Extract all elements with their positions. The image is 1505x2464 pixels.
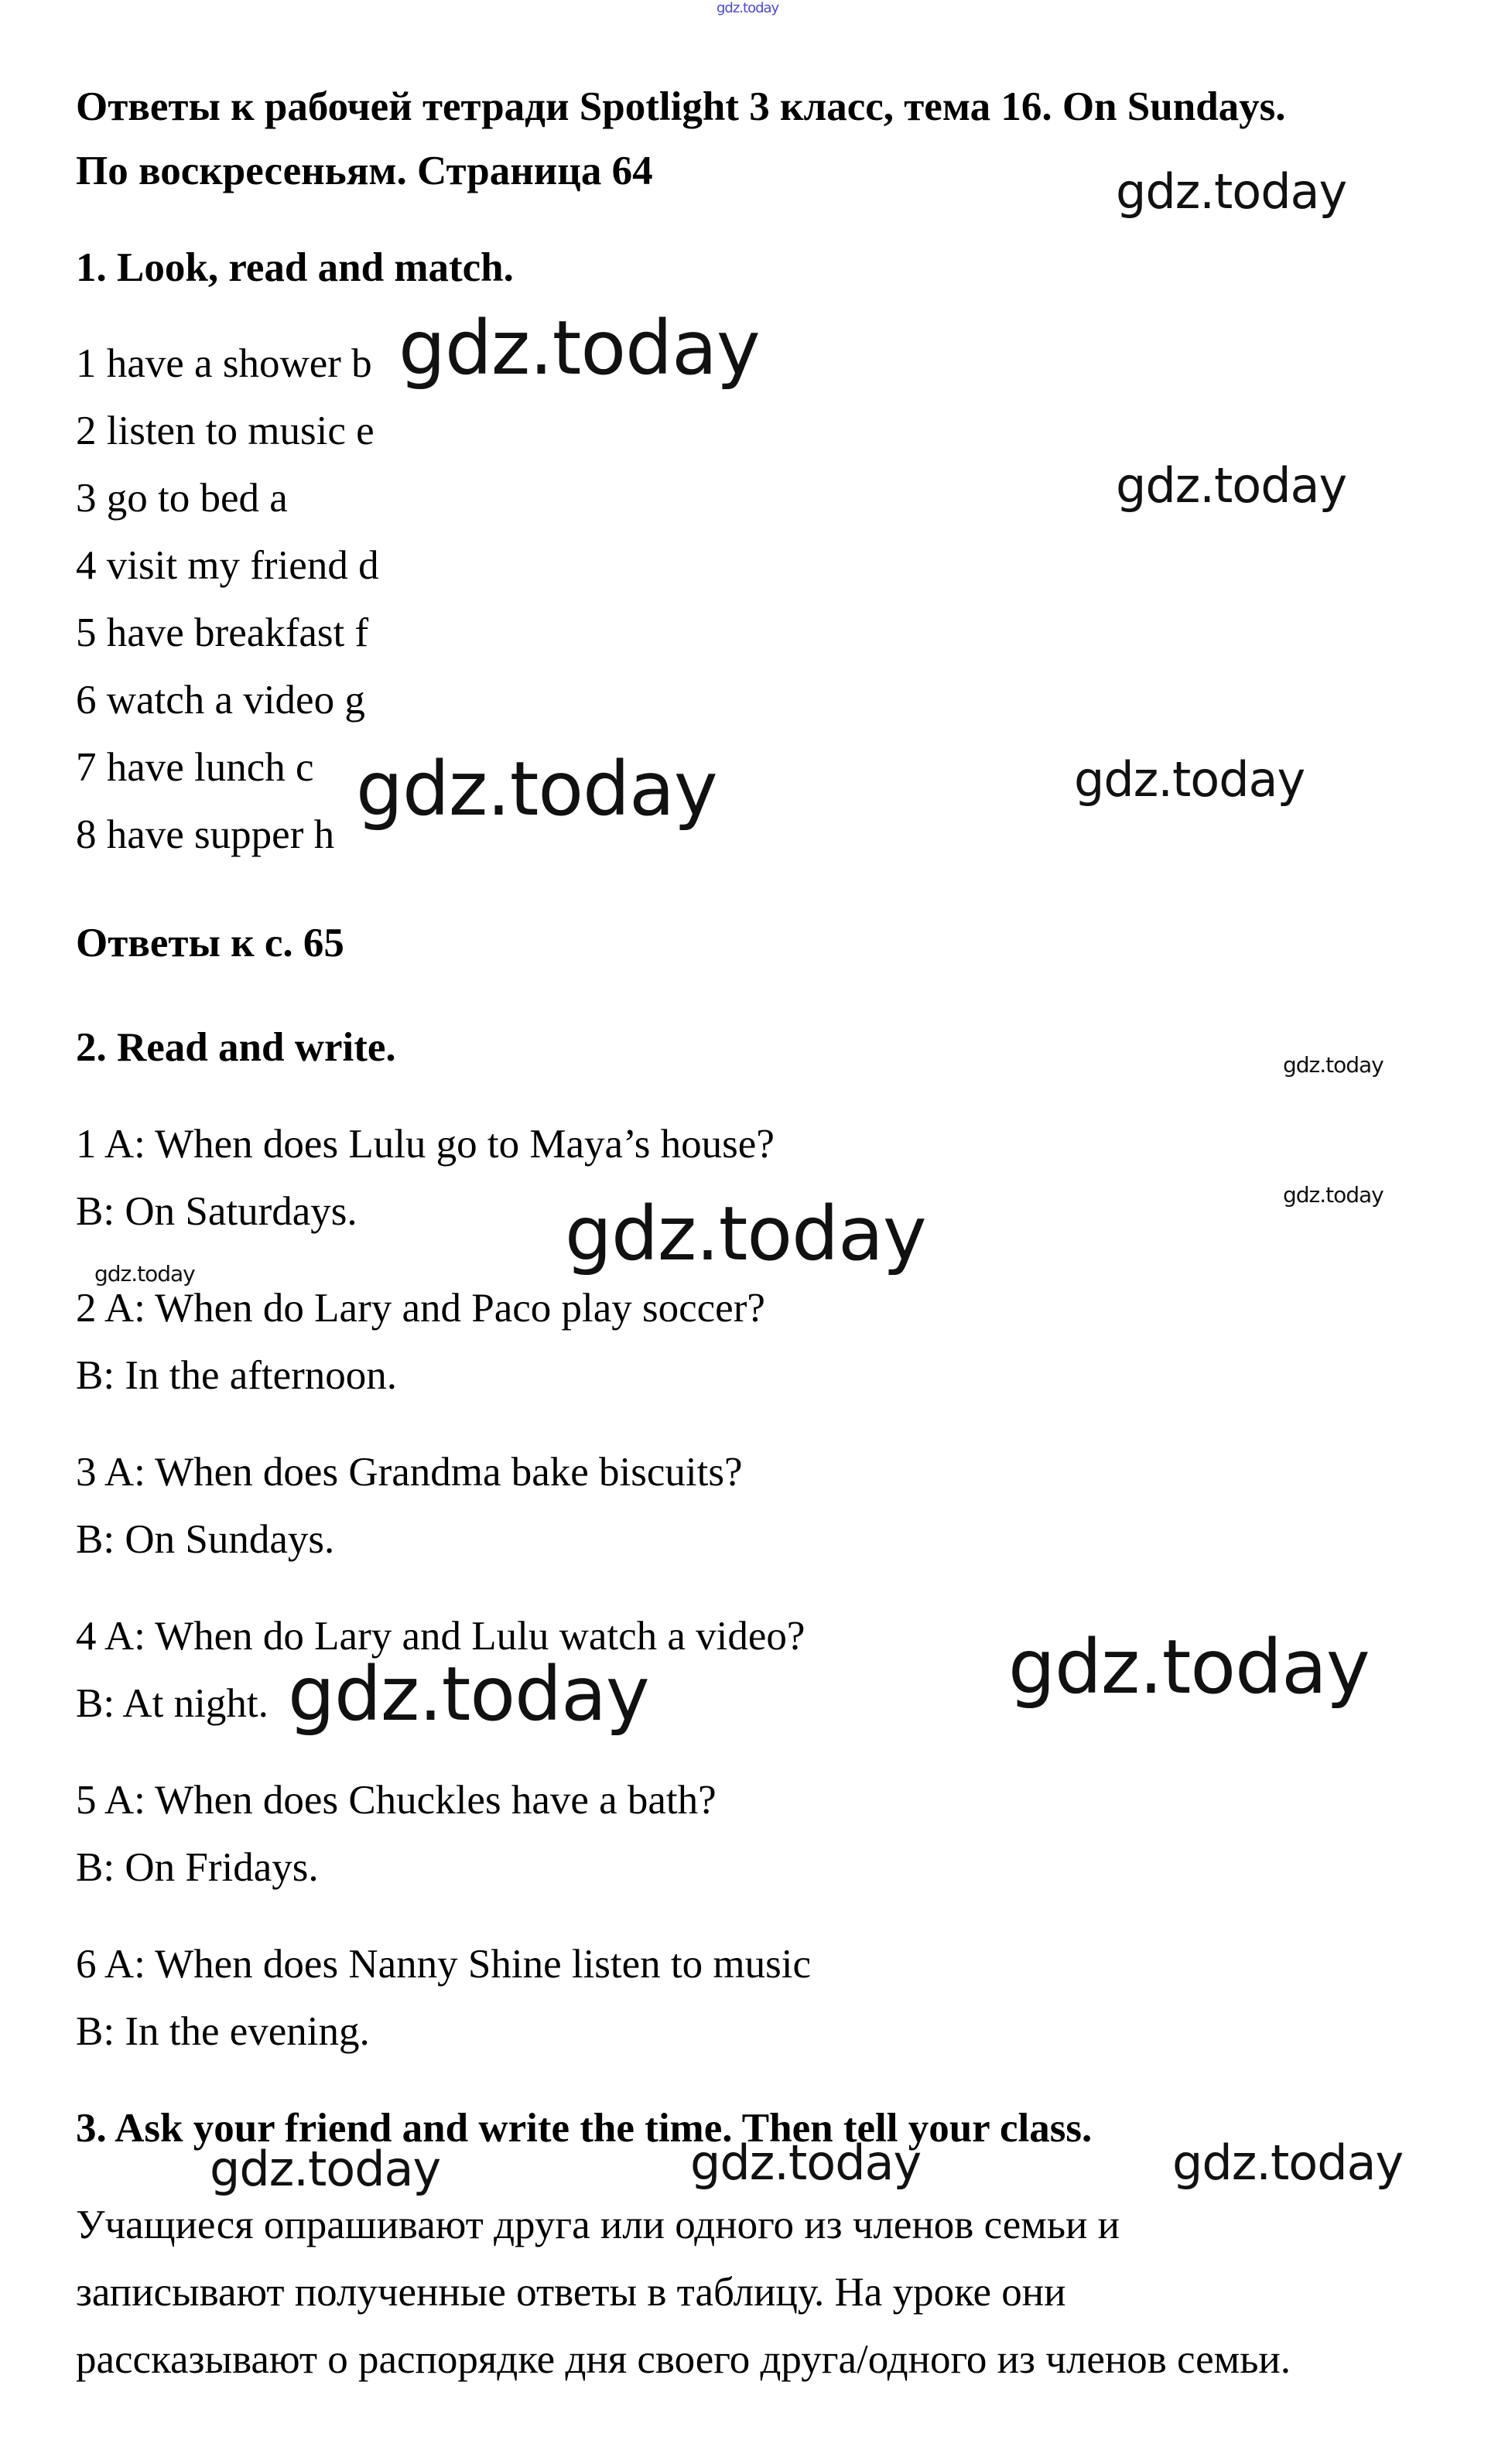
watermark: gdz.today: [288, 1651, 649, 1738]
list-item: 8 have supper h: [76, 812, 335, 857]
question-3: 3 A: When does Grandma bake biscuits?: [76, 1450, 743, 1495]
answer-2: B: In the afternoon.: [76, 1353, 398, 1398]
list-item: 1 have a shower b: [76, 341, 372, 386]
question-1: 1 A: When does Lulu go to Maya’s house?: [76, 1122, 775, 1167]
question-4: 4 A: When do Lary and Lulu watch a video?: [76, 1614, 806, 1659]
page-65-heading: Ответы к с. 65: [76, 921, 344, 965]
answer-3: B: On Sundays.: [76, 1517, 335, 1562]
answer-5: B: On Fridays.: [76, 1845, 319, 1890]
answer-4: B: At night.: [76, 1681, 269, 1726]
watermark: gdz.today: [1074, 751, 1305, 808]
watermark: gdz.today: [565, 1191, 926, 1277]
answer-1: B: On Saturdays.: [76, 1189, 357, 1234]
question-5: 5 A: When does Chuckles have a bath?: [76, 1778, 717, 1823]
exercise-3-line-2: записывают полученные ответы в таблицу. На уроке они: [76, 2270, 1066, 2315]
list-item: 3 go to bed a: [76, 476, 288, 521]
watermark: gdz.today: [1283, 1052, 1384, 1078]
watermark: gdz.today: [398, 305, 760, 391]
title-line-2: По воскресеньям. Страница 64: [76, 149, 653, 193]
watermark: gdz.today: [1008, 1624, 1370, 1710]
list-item: 2 listen to music e: [76, 408, 375, 453]
exercise-2-heading: 2. Read and write.: [76, 1025, 396, 1070]
watermark: gdz.today: [1116, 457, 1347, 514]
watermark: gdz.today: [1283, 1182, 1384, 1208]
watermark: gdz.today: [356, 746, 717, 832]
watermark: gdz.today: [690, 2134, 922, 2191]
watermark: gdz.today: [1172, 2134, 1404, 2191]
list-item: 6 watch a video g: [76, 678, 365, 723]
watermark: gdz.today: [210, 2141, 441, 2197]
answer-6: B: In the evening.: [76, 2009, 370, 2054]
watermark: gdz.today: [1116, 163, 1347, 220]
watermark-top: gdz.today: [717, 0, 779, 16]
question-6: 6 A: When does Nanny Shine listen to music: [76, 1942, 811, 1987]
exercise-3-line-3: рассказывают о распорядке дня своего друга/одного из членов семьи.: [76, 2337, 1291, 2382]
exercise-3-line-1: Учащиеся опрашивают друга или одного из членов семьи и: [76, 2203, 1120, 2247]
exercise-3-heading: 3. Ask your friend and write the time. Then tell your class.: [76, 2106, 1093, 2151]
watermark: gdz.today: [94, 1261, 195, 1287]
title-line-1: Ответы к рабочей тетради Spotlight 3 класс, тема 16. On Sundays.: [76, 84, 1286, 129]
question-2: 2 A: When do Lary and Paco play soccer?: [76, 1286, 765, 1331]
exercise-1-heading: 1. Look, read and match.: [76, 245, 514, 290]
list-item: 7 have lunch c: [76, 745, 314, 790]
list-item: 4 visit my friend d: [76, 543, 379, 588]
list-item: 5 have breakfast f: [76, 610, 369, 655]
